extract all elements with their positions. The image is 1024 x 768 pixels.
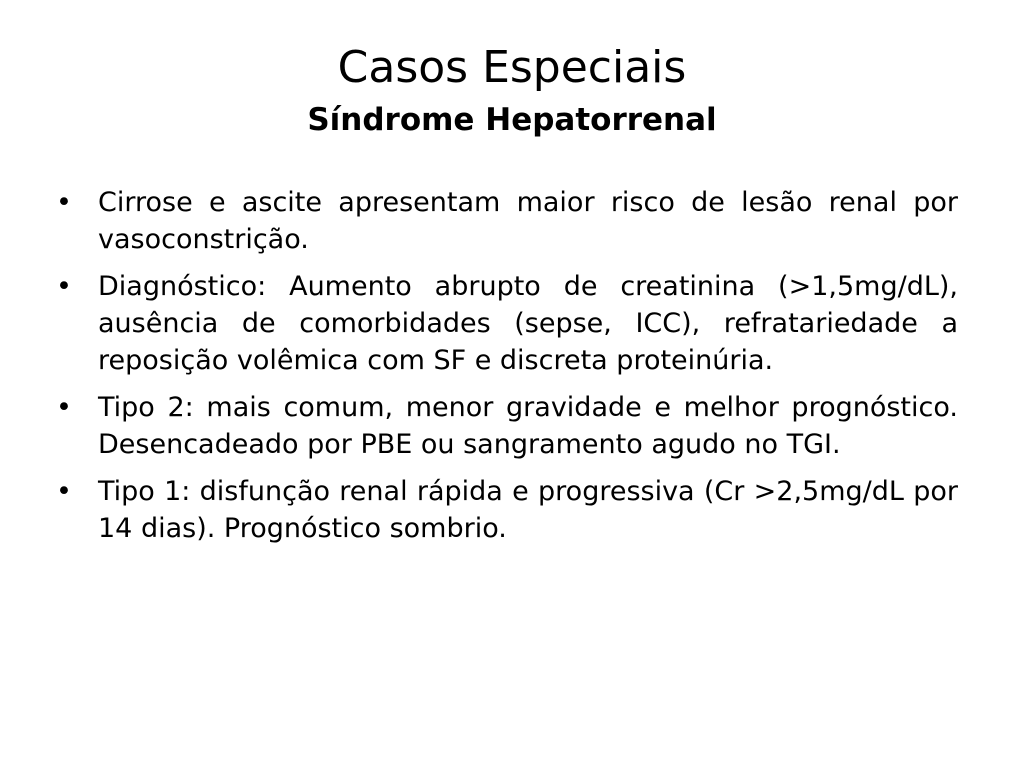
bullet-item (52, 389, 958, 463)
bullet-item (52, 268, 958, 379)
bullet-dot-icon: • (56, 392, 72, 423)
bullet-text: Diagnóstico: Aumento abrupto de creatinina (>1,5mg/dL), ausência de comorbidades (sepse, ICC), refratariedade a reposição volêmica com SF e discreta proteinúria. (98, 271, 958, 376)
slide-subtitle: Síndrome Hepatorrenal (307, 102, 717, 138)
bullet-text: Tipo 1: disfunção renal rápida e progressiva (Cr >2,5mg/dL por 14 dias). Prognóstico sombrio. (98, 476, 958, 544)
bullet-dot-icon: • (56, 476, 72, 507)
bullet-list (52, 184, 958, 557)
bullet-item (52, 473, 958, 547)
bullet-text: Tipo 2: mais comum, menor gravidade e melhor prognóstico. Desencadeado por PBE ou sangramento agudo no TGI. (98, 392, 958, 460)
bullet-text: Cirrose e ascite apresentam maior risco de lesão renal por vasoconstrição. (98, 187, 958, 255)
bullet-dot-icon: • (56, 271, 72, 302)
slide-title: Casos Especiais (337, 42, 687, 93)
title-block (0, 36, 1024, 140)
bullet-dot-icon: • (56, 187, 72, 218)
bullet-item (52, 184, 958, 258)
